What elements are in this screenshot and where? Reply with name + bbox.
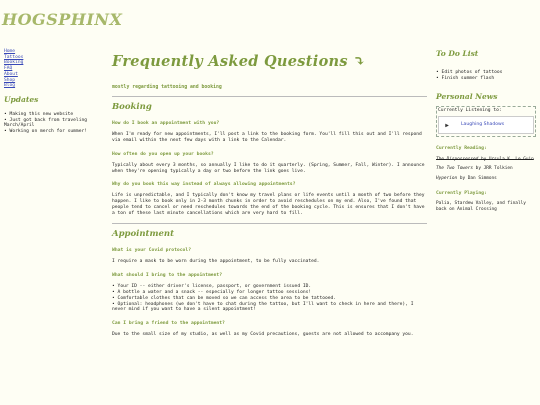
playing-heading: Currently Playing: bbox=[436, 190, 487, 196]
left-nav bbox=[4, 49, 94, 89]
page-title: Frequently Asked Questions ⤵ bbox=[112, 53, 366, 70]
update-item: • Working on merch for summer! bbox=[4, 129, 104, 135]
todo-item: • Finish summer flash bbox=[436, 76, 536, 82]
book-title: Hyperion bbox=[436, 175, 458, 181]
book-author: by Ursula K. Le Guin bbox=[480, 156, 534, 162]
faq-answer: Due to the small size of my studio, as well as my Covid precautions, guests are not allowed to accompany you. bbox=[112, 332, 414, 338]
faq-question: What is your Covid protocol? bbox=[112, 248, 192, 254]
music-player bbox=[436, 106, 536, 137]
nav-booking[interactable]: Booking bbox=[4, 60, 24, 66]
page-subtitle: mostly regarding tattooing and booking bbox=[112, 84, 222, 90]
todo-list bbox=[436, 70, 536, 82]
faq-question: What should I bring to the appointment? bbox=[112, 273, 223, 279]
faq-answer: I require a mask to be worn during the appointment, to be fully vaccinated. bbox=[112, 259, 320, 265]
faq-question: How often do you open up your books? bbox=[112, 151, 214, 157]
book-author: by Dan Simmons bbox=[459, 175, 497, 181]
update-item: • Just got back from traveling March/April bbox=[4, 118, 104, 129]
nav-shop[interactable]: Shop bbox=[4, 77, 16, 83]
faq-answer: Typically about every 3 months, so annually I like to do it quarterly. (Spring, Summer, Fall, Winter). I announce when they're opening typically a day or two before the link goes live. bbox=[112, 162, 425, 174]
nav-about[interactable]: About bbox=[4, 71, 18, 77]
listening-label: Currently Listening to: bbox=[438, 108, 502, 114]
section-title-appointment: Appointment bbox=[112, 229, 174, 240]
bring-list bbox=[112, 284, 427, 313]
playing-text: Palia, Stardew Valley, and finally back on Animal Crossing bbox=[436, 200, 526, 212]
track-title[interactable]: Laughing Shadows bbox=[461, 122, 505, 128]
faq-question: Why do you book this way instead of always allowing appointments? bbox=[112, 182, 296, 188]
faq-answer: Life is unpredictable, and I typically don't know my travel plans or life events until a month of two before they happen. I like to book only in 2-3 month chunks in order to avoid reschedules on my end. Also, I've found that people tend to cancel or need reschedules towards the end of the booking cycle. This is ensures that I don't have a ton of these last minute cancellations which are very hard to fill. bbox=[112, 193, 425, 216]
updates-heading: Updates bbox=[4, 95, 39, 104]
reading-heading: Currently Reading: bbox=[436, 146, 487, 152]
book-author: by JRR Tolkien bbox=[475, 166, 513, 172]
nav-tattoos[interactable]: Tattoos bbox=[4, 54, 24, 60]
nav-home[interactable]: Home bbox=[4, 49, 16, 54]
list-item: • Optional: headphones (we don't have to chat during the tattoo, but I'll want to check in here and there), I never mind if you want to have a silent appointment! bbox=[112, 302, 427, 313]
todo-heading: To Do List bbox=[436, 49, 479, 58]
faq-answer: When I'm ready for new appointments, I'll post a link to the booking form. You'll fill this out and I'll respond via email within the next few days with a link to the Calendar. bbox=[112, 132, 422, 143]
news-heading: Personal News bbox=[436, 91, 498, 101]
play-icon[interactable]: ▶ bbox=[445, 121, 449, 129]
updates-list bbox=[4, 112, 104, 135]
faq-main bbox=[112, 53, 427, 338]
book-item bbox=[436, 157, 536, 163]
nav-blog[interactable]: Blog bbox=[4, 83, 16, 89]
site-title[interactable]: HOGSPHINX bbox=[2, 10, 123, 29]
list-item: • A bottle a water and a snack -- especially for longer tattoo sessions! bbox=[112, 290, 427, 296]
nav-faq[interactable]: FAQ bbox=[4, 66, 13, 72]
todo-item: • Edit photos of tattoos bbox=[436, 70, 536, 76]
book-item bbox=[436, 176, 536, 182]
faq-question: How do I book an appointment with you? bbox=[112, 121, 220, 127]
list-item: • Comfortable clothes that can be moved so we can access the area to be tattooed. bbox=[112, 296, 427, 302]
divider bbox=[112, 96, 427, 97]
player-widget bbox=[438, 116, 534, 134]
book-title: The Dispossessed bbox=[436, 156, 479, 162]
divider bbox=[112, 223, 427, 224]
section-title-booking: Booking bbox=[112, 102, 152, 113]
book-title: The Two Towers bbox=[436, 166, 474, 172]
faq-question: Can I bring a friend to the appointment? bbox=[112, 321, 225, 326]
update-item: • Making this new website bbox=[4, 112, 104, 118]
right-sidebar bbox=[436, 49, 536, 212]
book-item bbox=[436, 166, 536, 172]
list-item: • Your ID -- either driver's license, passport, or government issued ID. bbox=[112, 284, 427, 290]
